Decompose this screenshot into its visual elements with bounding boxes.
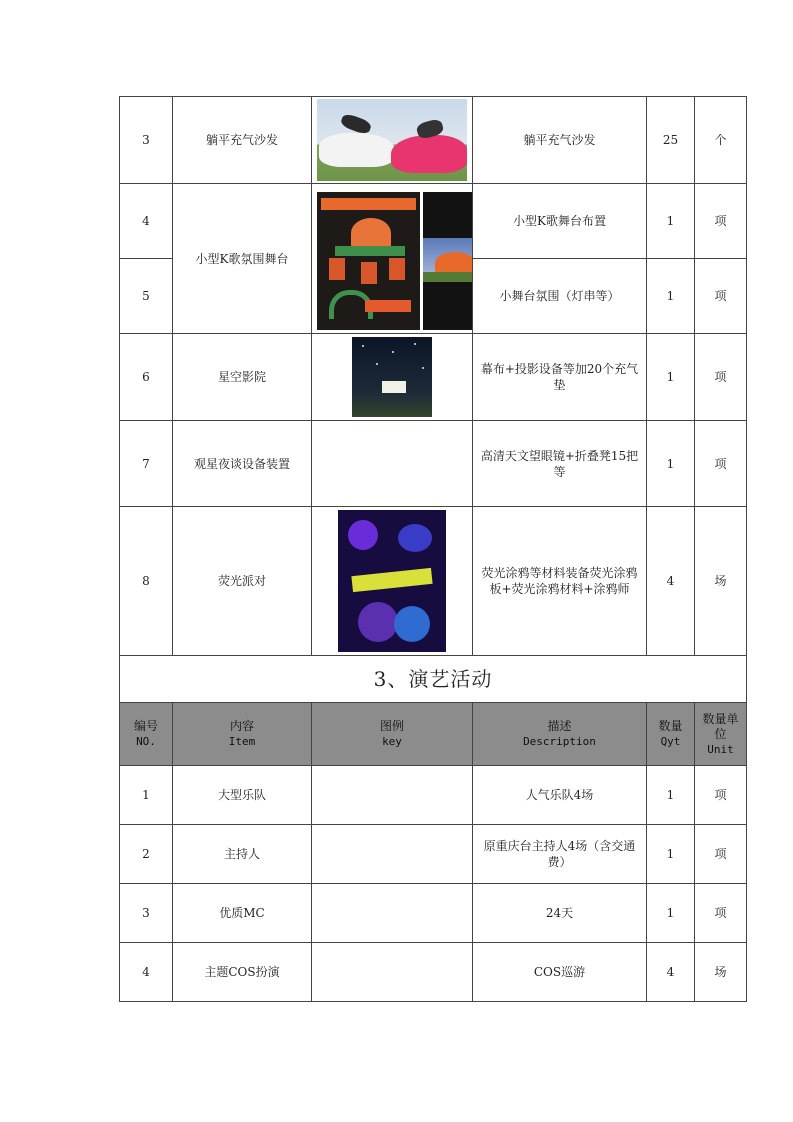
item-quantity: 1: [647, 184, 695, 259]
item-name: 小型K歌氛围舞台: [173, 184, 312, 334]
item-description: 24天: [473, 884, 647, 943]
item-quantity: 25: [647, 97, 695, 184]
item-unit: 项: [695, 421, 747, 507]
item-quantity: 4: [647, 507, 695, 656]
item-name: 大型乐队: [173, 766, 312, 825]
item-table: [119, 96, 747, 1002]
row-number: 7: [120, 421, 173, 507]
header-description: [473, 703, 647, 766]
item-unit: 项: [695, 884, 747, 943]
item-description: 幕布+投影设备等加20个充气垫: [473, 334, 647, 421]
header-label: 编号: [133, 719, 158, 733]
item-quantity: 1: [647, 825, 695, 884]
item-name: 躺平充气沙发: [173, 97, 312, 184]
item-quantity: 1: [647, 884, 695, 943]
image-cell: [312, 334, 473, 421]
section-row: [120, 656, 747, 703]
inflatable-sofa-photo: [317, 99, 467, 181]
item-unit: 项: [695, 825, 747, 884]
image-cell: [312, 766, 473, 825]
image-cell: [312, 421, 473, 507]
item-name: 主题COS扮演: [173, 943, 312, 1002]
item-unit: 项: [695, 259, 747, 334]
item-quantity: 4: [647, 943, 695, 1002]
k-song-stage-poster-photo: [312, 188, 473, 330]
item-description: 躺平充气沙发: [473, 97, 647, 184]
row-number: 1: [120, 766, 173, 825]
row-number: 4: [120, 184, 173, 259]
row-number: 6: [120, 334, 173, 421]
section-title: 3、演艺活动: [120, 656, 747, 703]
header-key: [312, 703, 473, 766]
table-row: [120, 184, 747, 259]
table-row: [120, 943, 747, 1002]
item-description: 原重庆台主持人4场（含交通费）: [473, 825, 647, 884]
item-unit: 场: [695, 507, 747, 656]
header-label-en: NO.: [136, 735, 156, 748]
item-description: 荧光涂鸦等材料装备荧光涂鸦板+荧光涂鸦材料+涂鸦师: [473, 507, 647, 656]
header-label-en: Item: [228, 735, 256, 748]
header-no: [120, 703, 173, 766]
item-unit: 项: [695, 766, 747, 825]
row-number: 2: [120, 825, 173, 884]
table-row: [120, 825, 747, 884]
table-row: [120, 507, 747, 656]
row-number: 8: [120, 507, 173, 656]
table-row: [120, 884, 747, 943]
header-label: 数量单位: [702, 711, 739, 741]
item-quantity: 1: [647, 421, 695, 507]
header-label-en: key: [382, 735, 402, 748]
item-unit: 个: [695, 97, 747, 184]
table-row: [120, 97, 747, 184]
item-quantity: 1: [647, 259, 695, 334]
table-row: [120, 421, 747, 507]
table-row: [120, 334, 747, 421]
item-description: 人气乐队4场: [473, 766, 647, 825]
item-name: 主持人: [173, 825, 312, 884]
image-cell: [312, 825, 473, 884]
image-cell: [312, 184, 473, 334]
item-name: 观星夜谈设备装置: [173, 421, 312, 507]
header-item: [173, 703, 312, 766]
item-description: 小舞台氛围（灯串等）: [473, 259, 647, 334]
row-number: 3: [120, 884, 173, 943]
item-description: COS巡游: [473, 943, 647, 1002]
image-cell: [312, 943, 473, 1002]
image-cell: [312, 97, 473, 184]
item-unit: 场: [695, 943, 747, 1002]
row-number: 4: [120, 943, 173, 1002]
row-number: 5: [120, 259, 173, 334]
header-label: 描述: [547, 719, 572, 733]
starry-cinema-photo: [352, 337, 432, 417]
item-quantity: 1: [647, 334, 695, 421]
item-quantity: 1: [647, 766, 695, 825]
header-label-en: Unit: [707, 742, 734, 756]
item-description: 小型K歌舞台布置: [473, 184, 647, 259]
item-unit: 项: [695, 184, 747, 259]
image-cell: [312, 507, 473, 656]
image-cell: [312, 884, 473, 943]
header-quantity: [647, 703, 695, 766]
header-label: 数量: [658, 719, 683, 733]
row-number: 3: [120, 97, 173, 184]
item-name: 优质MC: [173, 884, 312, 943]
header-unit: [695, 703, 747, 766]
item-name: 星空影院: [173, 334, 312, 421]
item-unit: 项: [695, 334, 747, 421]
table-row: [120, 766, 747, 825]
item-name: 荧光派对: [173, 507, 312, 656]
table-header-row: [120, 703, 747, 766]
header-label-en: Description: [523, 735, 596, 748]
fluorescent-party-photo: [338, 510, 446, 652]
item-description: 高清天文望眼镜+折叠凳15把等: [473, 421, 647, 507]
header-label: 图例: [379, 719, 404, 733]
header-label-en: Qyt: [660, 735, 681, 748]
header-label: 内容: [229, 719, 254, 733]
